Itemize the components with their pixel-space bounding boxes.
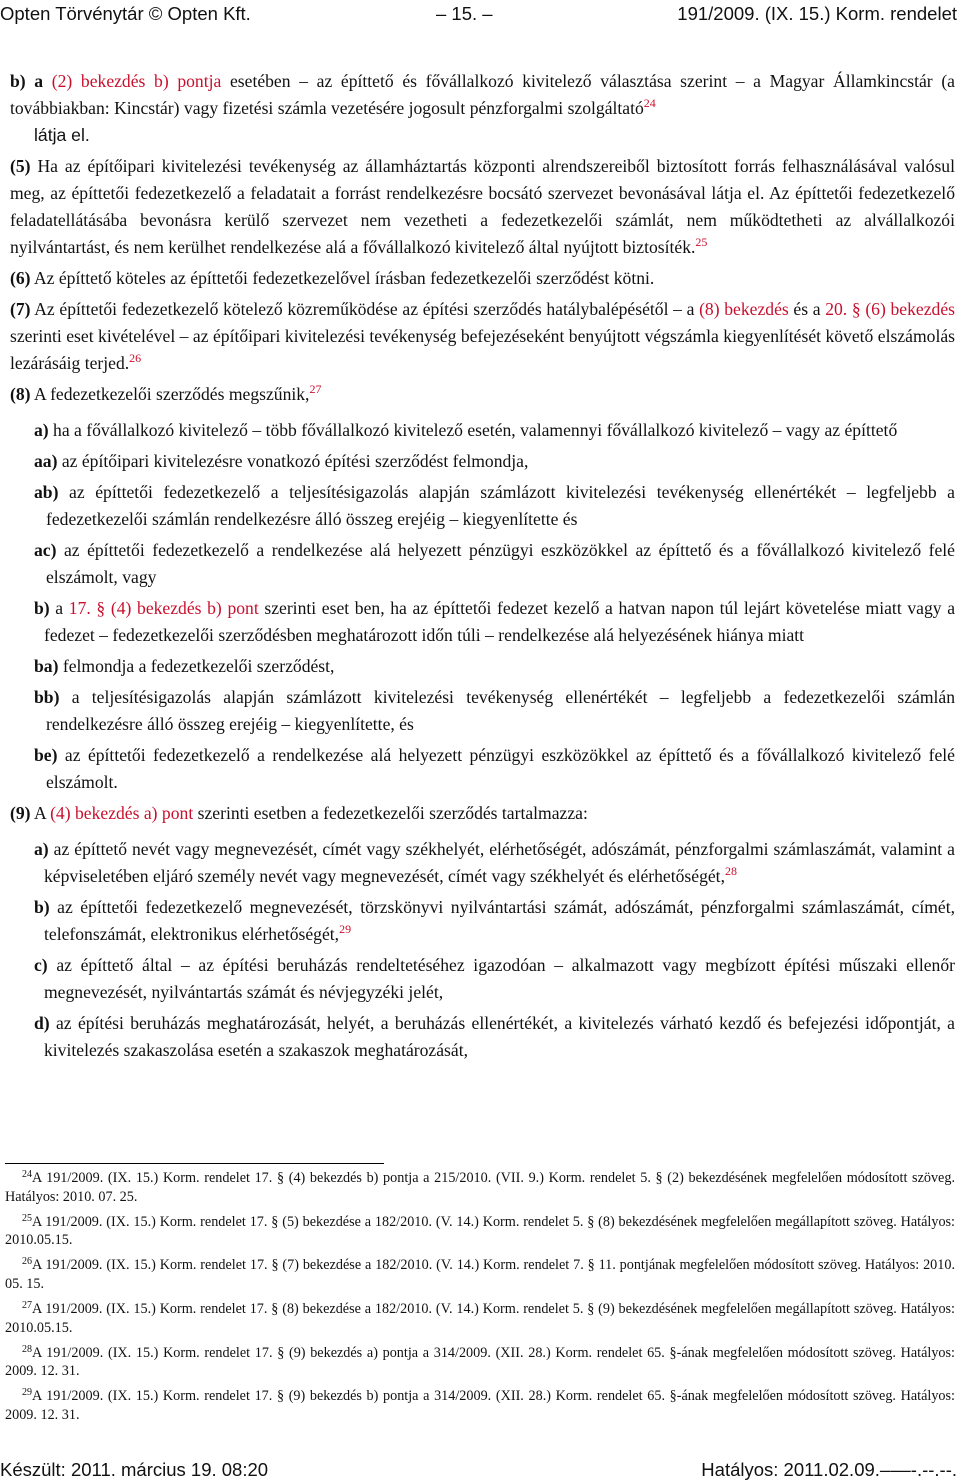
footnote-text: A 191/2009. (IX. 15.) Korm. rendelet 17. § (8) bekezdése a 182/2010. (V. 14.) Korm. rendelet 5. § (9) bekezdésének megfelelően megállapított szöveg. Hatályos: 2010.05.15.: [5, 1301, 955, 1336]
item-text: az építtető által – az építési beruházás rendeltetéséhez igazodóan – alkalmazott vagy megbízott építési műszaki ellenőr megnevezését, nyilvántartás számát és névjegyzéki jelét,: [44, 955, 955, 1002]
paragraph-8: [10, 381, 955, 408]
item-9a: [20, 836, 955, 890]
item-9c: [20, 952, 955, 1006]
footnote-27: [5, 1300, 955, 1337]
item-label: a): [34, 420, 49, 440]
paragraph-text: és a: [788, 299, 826, 319]
item-text: az építtető nevét vagy megnevezését, címét vagy székhelyét, elérhetőségét, adószámát, pénzforgalmi számlaszámát, valamint a képviseletében eljáró személy nevét vagy megnevezését, címét vagy székhelyét és elérhetőségét,: [44, 839, 955, 886]
item-8b: [20, 595, 955, 649]
footnote-24: [5, 1169, 955, 1206]
item-9b: [20, 894, 955, 948]
item-8be: [20, 742, 955, 796]
footnote-text: A 191/2009. (IX. 15.) Korm. rendelet 17. § (9) bekezdés a) pontja a 314/2009. (XII. 28.) Korm. rendelet 65. §-ának megfelelően módosított szöveg. Hatályos: 2009. 12. 31.: [5, 1344, 955, 1380]
item-label: b): [34, 598, 50, 618]
footnote-ref-24[interactable]: 24: [643, 96, 656, 110]
footnote-number: 24: [22, 1169, 32, 1180]
item-8bb: [20, 684, 955, 738]
cross-reference-link[interactable]: (4) bekezdés a) pont: [50, 803, 194, 823]
footnote-25: [5, 1213, 955, 1250]
item-8ac: [20, 537, 955, 591]
item-label: ba): [34, 656, 59, 676]
item-label: a): [34, 839, 49, 859]
item-8a: [20, 417, 955, 444]
footnote-divider: [5, 1163, 384, 1164]
paragraph-number: (7): [10, 299, 31, 319]
footnote-text: A 191/2009. (IX. 15.) Korm. rendelet 17. § (5) bekezdése a 182/2010. (V. 14.) Korm. rendelet 5. § (8) bekezdésének megfelelően megállapított szöveg. Hatályos: 2010.05.15.: [5, 1213, 955, 1249]
item-label: bb): [34, 687, 60, 707]
effective-date: Hatályos: 2011.02.09.–––-.--.--.: [701, 1459, 957, 1480]
paragraph-4b: [10, 68, 955, 149]
footnote-number: 26: [22, 1256, 32, 1268]
footnote-29: [5, 1387, 955, 1424]
item-text: az építőipari kivitelezésre vonatkozó építési szerződést felmondja,: [57, 451, 529, 471]
document-title: 191/2009. (IX. 15.) Korm. rendelet: [677, 3, 957, 24]
item-text: a teljesítésigazolás alapján számlázott kivitelezési tevékenység ellenértékét – legfeljebb a fedezetkezelői számlán rendelkezésre álló összeg erejéig – kiegyenlítette, és: [46, 687, 955, 734]
item-label: be): [34, 745, 58, 765]
paragraph-number: (6): [10, 268, 31, 288]
paragraph-text: Az építtető köteles az építtetői fedezetkezelővel írásban fedezetkezelői szerződést kötni.: [30, 268, 655, 288]
paragraph-text: Az építtetői fedezetkezelő kötelező közreműködése az építési szerződés hatálybalépésétől – a: [30, 299, 700, 319]
paragraph-text: esetében – az építtető és fővállalkozó kivitelező választása szerint – a Magyar Államkincstár (a továbbiakban: Kincstár) vagy fizetési számla vezetésére jogosult pénzforgalmi szolgáltató: [10, 71, 955, 118]
item-text: a: [49, 598, 69, 618]
cross-reference-link[interactable]: 17.: [68, 598, 91, 618]
footnote-text: A 191/2009. (IX. 15.) Korm. rendelet 17. § (7) bekezdése a 182/2010. (V. 14.) Korm. rendelet 7. § 11. pontjának megfelelően módosított szöveg. Hatályos: 2010. 05. 15.: [5, 1257, 955, 1292]
footnotes: [5, 1169, 955, 1431]
footnote-text: A 191/2009. (IX. 15.) Korm. rendelet 17. § (9) bekezdés b) pontja a 314/2009. (XII. 28.) Korm. rendelet 65. §-ának megfelelően módosított szöveg. Hatályos: 2009. 12. 31.: [5, 1388, 955, 1424]
page-number: – 15. –: [436, 3, 493, 24]
item-text: szerinti eset ben, ha az építtetői fedezet kezelő a hatvan napon túl lejárt követelése miatt vagy a fedezet – fedezetkezelői szerződésben meghatározott időn túli – rendelkezése alá helyezésének hiánya miatt: [44, 598, 955, 645]
paragraph-9: [10, 800, 955, 827]
paragraph-text: szerinti eset kivételével – az építőipari kivitelezési tevékenység befejezéseként benyújtott végszámla kiegyenlítését követő elszámolás lezárásáig terjed.: [10, 326, 955, 373]
cross-reference-link[interactable]: (2) bekezdés b) pontja: [51, 71, 222, 91]
item-8aa: [20, 448, 955, 475]
paragraph-text: szerinti esetben a fedezetkezelői szerződés tartalmazza:: [193, 803, 588, 823]
footnote-text: A 191/2009. (IX. 15.) Korm. rendelet 17. § (4) bekezdés b) pontja a 215/2010. (VII. 9.) Korm. rendelet 5. § (2) bekezdésének megfelelően módosított szöveg. Hatályos: 2010. 07. 25.: [5, 1170, 955, 1205]
item-label: ab): [34, 482, 59, 502]
item-9d: [20, 1010, 955, 1064]
item-text: az építtetői fedezetkezelő a rendelkezése alá helyezett pénzügyi eszközökkel az építtető és a fővállalkozó kivitelező felé elszámolt.: [46, 745, 955, 792]
paragraph-number: (5): [10, 156, 31, 176]
paragraph-number: (8): [10, 384, 31, 404]
document-body: [10, 68, 955, 1064]
item-label: c): [34, 955, 48, 975]
paragraph-7: [10, 296, 955, 377]
item-text: az építtetői fedezetkezelő a rendelkezése alá helyezett pénzügyi eszközökkel az építtető és a fővállalkozó kivitelező felé elszámolt, vagy: [46, 540, 955, 587]
publisher-label: Opten Törvénytár © Opten Kft.: [0, 3, 251, 24]
item-text: ha a fővállalkozó kivitelező – több fővállalkozó kivitelező esetén, valamennyi fővállalkozó kivitelező – vagy az építtető: [48, 420, 898, 440]
item-text: az építtetői fedezetkezelő a teljesítésigazolás alapján számlázott kivitelezési tevékenység ellenértékét – legfeljebb a fedezetkezelői számlán rendelkezésre álló összeg erejéig – kiegyenlítette és: [46, 482, 955, 529]
footnote-ref-25[interactable]: 25: [695, 235, 708, 249]
footnote-28: [5, 1344, 955, 1381]
cross-reference-link[interactable]: § (4) bekezdés b) pont: [96, 598, 259, 618]
item-label: b) a: [10, 71, 52, 91]
page-footer: [0, 1459, 960, 1483]
created-date: Készült: 2011. március 19. 08:20: [0, 1459, 269, 1480]
footnote-ref-26[interactable]: 26: [129, 351, 142, 365]
footnote-number: 28: [22, 1343, 32, 1355]
footnote-number: 25: [22, 1212, 32, 1224]
item-label: d): [34, 1013, 50, 1033]
item-text: az építtetői fedezetkezelő megnevezését, törzskönyvi nyilvántartási számát, adószámát, pénzforgalmi számlaszámát, címét, telefonszámát, elektronikus elérhetőségét,: [44, 897, 955, 944]
paragraph-number: (9): [10, 803, 31, 823]
cross-reference-link[interactable]: 20. § (6) bekezdés: [825, 299, 955, 319]
item-label: ac): [34, 540, 57, 560]
item-8ba: [20, 653, 955, 680]
paragraph-text: A: [30, 803, 51, 823]
paragraph-6: [10, 265, 955, 292]
footnote-ref-28[interactable]: 28: [724, 864, 737, 878]
paragraph-text: A fedezetkezelői szerződés megszűnik,: [30, 384, 310, 404]
item-8ab: [20, 479, 955, 533]
footnote-number: 27: [22, 1300, 32, 1312]
item-label: aa): [34, 451, 58, 471]
paragraph-text: látja el.: [34, 125, 90, 145]
footnote-26: [5, 1256, 955, 1293]
footnote-ref-29[interactable]: 29: [339, 922, 352, 936]
cross-reference-link[interactable]: (8) bekezdés: [699, 299, 789, 319]
page-header: [0, 3, 960, 27]
paragraph-5: [10, 153, 955, 261]
paragraph-text: Ha az építőipari kivitelezési tevékenység az államháztartás központi alrendszereiből biztosított forrás felhasználásával valósul meg, az építtetői fedezetkezelő a feladatait a forrást rendelkezésre bocsátó szervezet bevonásával látja el. Az építtetői fedezetkezelő feladatellátásába bevonásra kerülő szervezet nem vezetheti a fedezetkezelői számlát, nem működtetheti az alvállalkozói nyilvántartást, és nem kerülhet rendelkezése alá a fővállalkozó kivitelező által nyújtott biztosíték.: [10, 156, 955, 257]
item-text: az építési beruházás meghatározását, helyét, a beruházás ellenértékét, a kivitelezés várható kezdő és befejezési időpontját, a kivitelezés szakaszolása esetén a szakaszok meghatározását,: [44, 1013, 955, 1060]
footnote-number: 29: [22, 1387, 32, 1399]
item-label: b): [34, 897, 50, 917]
item-text: felmondja a fedezetkezelői szerződést,: [58, 656, 335, 676]
footnote-ref-27[interactable]: 27: [309, 382, 322, 396]
